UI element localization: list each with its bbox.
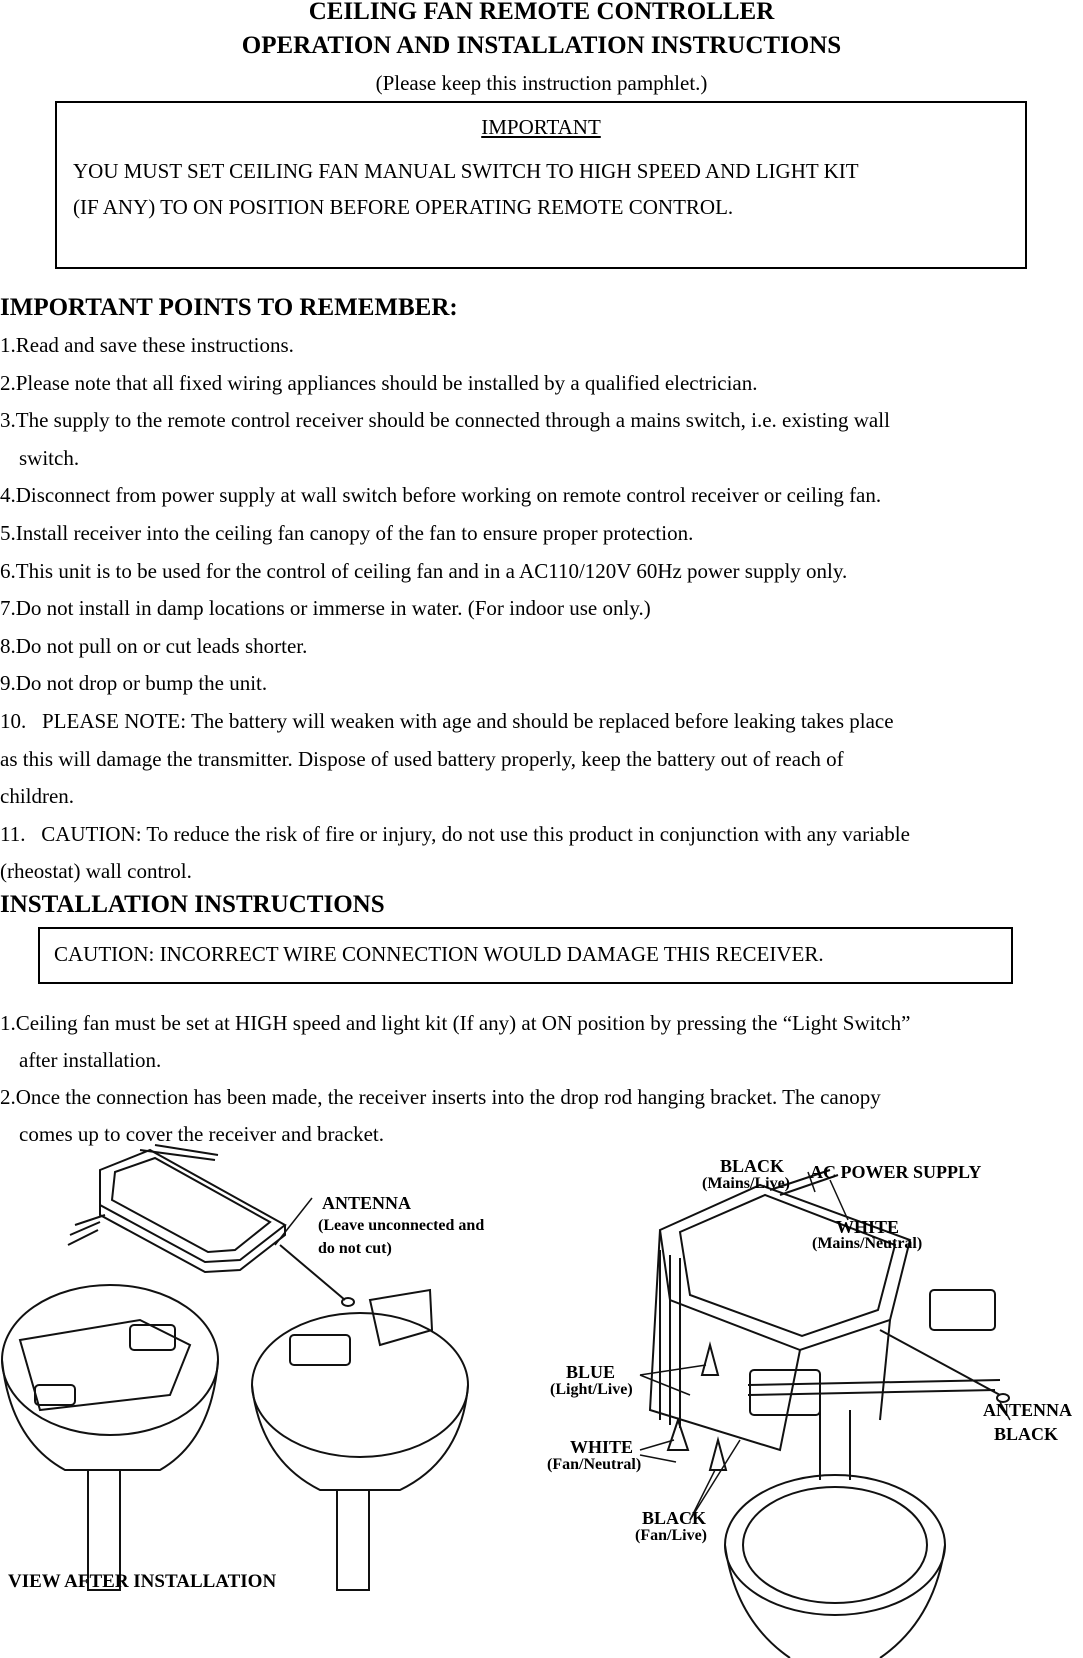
antenna-note: do not cut) <box>318 1240 392 1257</box>
list-item: comes up to cover the receiver and bracket. <box>19 1122 384 1146</box>
blue-sub: (Light/Live) <box>550 1381 633 1398</box>
list-item: 1.Read and save these instructions. <box>0 333 294 357</box>
black-fan-sub: (Fan/Live) <box>635 1527 707 1544</box>
installation-heading: INSTALLATION INSTRUCTIONS <box>0 891 385 918</box>
canopy-drawing-right <box>252 1290 468 1590</box>
keep-pamphlet-note: (Please keep this instruction pamphlet.) <box>375 71 708 95</box>
list-item: 9.Do not drop or bump the unit. <box>0 671 268 696</box>
white-fan-sub: (Fan/Neutral) <box>547 1456 642 1473</box>
list-item: 8.Do not pull on or cut leads shorter. <box>0 633 308 658</box>
important-line: (IF ANY) TO ON POSITION BEFORE OPERATING REMOTE CONTROL. <box>73 195 734 219</box>
white-mains-label: WHITE <box>836 1217 900 1237</box>
list-item: 3.The supply to the remote control receiver should be connected through a mains switch, i.e. existing wall <box>0 408 890 433</box>
important-heading: IMPORTANT <box>481 115 601 139</box>
list-item: 5.Install receiver into the ceiling fan canopy of the fan to ensure proper protection. <box>0 520 694 545</box>
black-fan-label: BLACK <box>642 1508 707 1528</box>
list-item: 6.This unit is to be used for the control of ceiling fan and in a AC110/120V 60Hz power supply only. <box>0 558 848 583</box>
view-caption: VIEW AFTER INSTALLATION <box>8 1571 277 1592</box>
list-item: 7.Do not install in damp locations or immerse in water. (For indoor use only.) <box>0 596 651 621</box>
antenna-label: ANTENNA <box>322 1193 412 1213</box>
black-mains-label: BLACK <box>720 1156 785 1176</box>
antenna-color-label: BLACK <box>994 1424 1059 1444</box>
list-item: 1.Ceiling fan must be set at HIGH speed and light kit (If any) at ON position by pressing the “Light Switch” <box>0 1011 911 1035</box>
list-item: (rheostat) wall control. <box>0 859 192 884</box>
list-item: 2.Please note that all fixed wiring appliances should be installed by a qualified electrician. <box>0 370 758 395</box>
list-item: 4.Disconnect from power supply at wall switch before working on remote control receiver or ceiling fan. <box>0 483 882 508</box>
list-item: 10. PLEASE NOTE: The battery will weaken with age and should be replaced before leaking takes place <box>0 708 894 733</box>
list-item: 2.Once the connection has been made, the receiver inserts into the drop rod hanging bracket. The canopy <box>0 1085 881 1109</box>
canopy-drawing-left <box>2 1285 218 1590</box>
white-fan-label: WHITE <box>570 1437 634 1457</box>
list-item: children. <box>0 784 75 809</box>
caution-text: CAUTION: INCORRECT WIRE CONNECTION WOULD DAMAGE THIS RECEIVER. <box>54 942 824 966</box>
receiver-drawing <box>68 1145 354 1306</box>
white-mains-sub: (Mains/Neutral) <box>812 1235 923 1252</box>
document-subtitle: OPERATION AND INSTALLATION INSTRUCTIONS <box>241 32 842 59</box>
ac-power-label: AC POWER SUPPLY <box>810 1162 982 1182</box>
important-line: YOU MUST SET CEILING FAN MANUAL SWITCH TO HIGH SPEED AND LIGHT KIT <box>73 159 859 183</box>
list-item: 11. CAUTION: To reduce the risk of fire or injury, do not use this product in conjunction with any variable <box>0 821 910 846</box>
blue-label: BLUE <box>566 1362 616 1382</box>
document-title: CEILING FAN REMOTE CONTROLLER <box>308 0 775 25</box>
antenna-note: (Leave unconnected and <box>318 1217 485 1234</box>
points-heading: IMPORTANT POINTS TO REMEMBER: <box>0 294 458 321</box>
list-item: as this will damage the transmitter. Dispose of used battery properly, keep the battery out of reach of <box>0 746 844 771</box>
list-item: switch. <box>19 445 80 470</box>
antenna-right-label: ANTENNA <box>983 1400 1073 1420</box>
list-item: after installation. <box>19 1048 162 1072</box>
black-mains-sub: (Mains/Live) <box>702 1175 790 1192</box>
